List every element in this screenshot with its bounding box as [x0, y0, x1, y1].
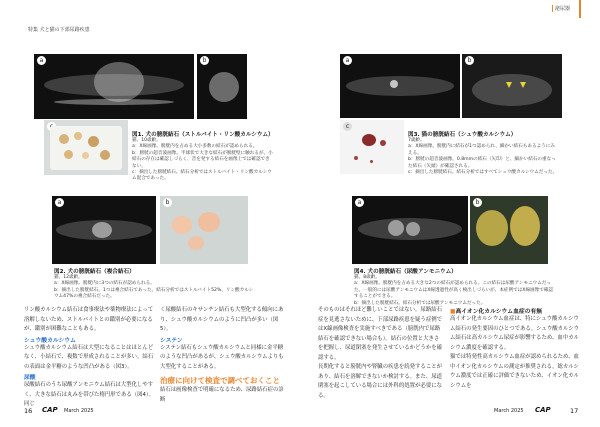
fig1-label-a: a	[37, 56, 46, 65]
fig4-label-a: a	[355, 198, 364, 207]
issue-left: March 2025	[64, 408, 94, 414]
header-right: 泌尿器	[552, 5, 570, 12]
fig3-xray-a	[340, 54, 460, 118]
fig2-line: b：摘出した膀胱結石。1つは複合結石であった。結石分析ではストルバイト52%、リン酸カルシウム47%の複合結石だった。	[54, 287, 254, 300]
page-number-right: 17	[570, 407, 579, 415]
fig4-title: 図4. 犬の膀胱結石（尿酸アンモニウム）	[354, 269, 457, 275]
fig3-caption	[408, 130, 558, 176]
fig3-label-c: c	[343, 122, 352, 131]
fig1-line: 猫、10歳齢。	[132, 138, 161, 143]
paragraph: 猫では特発性高カルシウム血症が認められるため、血中イオン化カルシウムの測定が推奨される。総カルシウム濃度では正確に評価できないため、イオン化カルシウムを	[450, 354, 579, 389]
body-column-2	[160, 306, 285, 405]
paragraph: 高イオン化カルシウム血症は、特にシュウ酸カルシウム結石の発生要因のひとつである。シュウ酸カルシウム結石は高カルシウム尿症が影響するため、血中カルシウム濃度を確認する。	[450, 316, 580, 351]
section-heading: 尿酸	[24, 375, 36, 381]
arrowhead-icon	[520, 82, 526, 88]
fig3-photo-c	[340, 120, 404, 174]
fig4-line: b：摘出した膀胱結石。結石分析では尿酸アンモニウムだった。	[354, 300, 486, 306]
fig4-label-b: b	[473, 198, 482, 207]
brand-logo-left: CAP	[42, 406, 58, 414]
body-column-4	[450, 306, 580, 391]
paragraph: シュウ酸カルシウム結石は大型になることはほとんどなく、小結石で、複数で形成されることが多い。結石の表面は金平糖のような凹凸がある（図3）。	[24, 344, 154, 370]
fig4-xray-a	[352, 196, 468, 264]
fig2-line: a：X線画像。膀胱内に3つの結石が認められる。	[54, 281, 155, 287]
paragraph: 結石は画像検査で明確になるため、尿路結石症の診断	[160, 387, 284, 403]
fig2-title: 図2. 犬の膀胱結石（複合結石）	[54, 269, 135, 275]
fig2-caption	[54, 267, 254, 301]
paragraph: そのものはそれほど難しいことではない。尿路結石症を見逃さないために、下部尿路疾患を疑う症例ではX線画像検査を実施すべきである（膀胱内で尿路結石を確認できない場合も）。結石の位置と大きさを把握し、尿道閉塞を発生させているかどうかを確認する。	[318, 307, 442, 361]
fig1-line: c：摘出した膀胱結石。結石分析ではストルバイト・リン酸カルシウム混合であった。	[132, 170, 272, 182]
bullet-icon: ■	[450, 309, 456, 315]
fig4-line: a：X線画像。膀胱内を占める大きな2つの結石が認められる。この結石は尿酸アンモニウムだった。一般的には尿酸アンモニウムはX線透過性が高く検出しづらいが、本症例ではX線画像で確認することができる。	[354, 281, 554, 300]
paragraph: 尿酸結石のうち尿酸アンモニウム結石は大型化しやすく、大きな結石は丸みを帯びた楕円形である（図4）。同じ	[24, 382, 154, 407]
fig2-line: 猫、12歳齢。	[54, 275, 83, 280]
paragraph: リン酸カルシウム結石は食事療法や薬物療法によって溶解しないため、ストルバイトとの鑑別が必要になるが、鑑別が困難なこともある。	[24, 307, 154, 332]
header-left: 特集 犬と猫の下部尿路疾患	[28, 27, 90, 33]
fig1-ultrasound-b	[197, 54, 247, 119]
fig3-line: c：摘出した膀胱結石。結石分析ではすべてシュウ酸カルシウムだった。	[408, 170, 558, 176]
section-heading: ■高イオン化カルシウム血症の有無	[450, 309, 543, 315]
body-column-1	[24, 306, 154, 410]
fig2-photo-b	[160, 196, 248, 264]
orange-rule	[579, 0, 581, 18]
paragraph: システン結石もシュウ酸カルシウムと同様に金平糖のような凹凸があるが、シュウ酸カルシウムよりも大型化することがある。	[160, 344, 284, 370]
fig3-label-a: a	[343, 56, 352, 65]
arrow-icon	[506, 82, 512, 88]
body-column-3	[318, 306, 443, 401]
fig4-line: 猫、8歳齢。	[354, 275, 380, 280]
fig4-photo-b	[470, 196, 548, 264]
fig4-caption	[354, 267, 554, 307]
brand-logo-right: CAP	[535, 406, 551, 414]
fig2-xray-a	[52, 196, 156, 264]
fig1-caption	[132, 130, 274, 183]
fig1-label-b: b	[200, 56, 209, 65]
fig1-title: 図1. 犬の膀胱結石（ストルバイト・リン酸カルシウム）	[132, 132, 274, 138]
fig3-line: 7歳齢。	[408, 138, 425, 143]
fig3-ultrasound-b	[462, 54, 562, 118]
fig2-label-b: b	[163, 198, 172, 207]
fig2-label-a: a	[55, 198, 64, 207]
paragraph: く尿酸結石のキサンチン結石も大型化する傾向にあり、シュウ酸カルシウムのように凹凸が多い（図5）。	[160, 307, 284, 332]
paragraph: 長期化すると膀胱内や腎臓の疾患を続発することがあり、結石を溶解できないか検討する。また、尿道閉塞を起こしている場合には外科的処置が必要になる。	[318, 364, 442, 399]
section-heading: シュウ酸カルシウム	[24, 337, 76, 344]
fig3-label-b: b	[465, 56, 474, 65]
issue-right: March 2025	[494, 408, 524, 414]
page-number-left: 16	[24, 407, 33, 415]
fig3-title: 図3. 猫の膀胱結石（シュウ酸カルシウム）	[408, 132, 517, 138]
section-heading: システン	[160, 337, 183, 344]
fig1-line: b：膀胱の超音波画像。半球状で大きな結石が膀胱壁に触れるが、小結石の存在は確認しづらく、音を発する結石を画像上では確認できない。	[132, 150, 273, 169]
fig1-xray-a	[34, 54, 194, 119]
fig1-line: a：X線画像。膀胱内を占める大小多数の結石が認められる。	[132, 144, 258, 150]
fig3-line: b：膀胱の超音波画像。0.8mmの結石（矢印）と、細かい結石の重なった結石（矢頭）が確認される。	[408, 157, 556, 169]
section-heading-orange: 治療に向けて検査で調べておくこと	[160, 376, 280, 385]
fig3-line: a：X線画像。膀胱内に結石が1つ認められ、細かい結石もあるようにみえる。	[408, 144, 555, 156]
fig1-photo-c	[44, 120, 128, 175]
